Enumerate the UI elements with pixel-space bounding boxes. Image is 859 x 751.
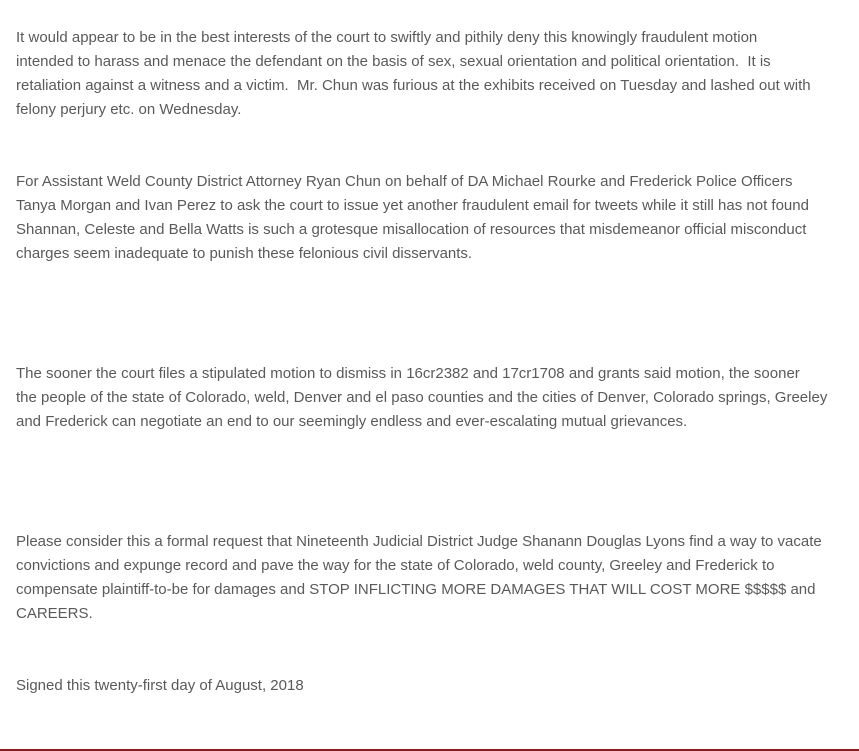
paragraph-dismissal-request: The sooner the court files a stipulated motion to dismiss in 16cr2382 and 17cr1708 and grants said motion, the sooner the people of the state of Colorado, weld, Denver and el paso counties and the cities of Denver, Colorado springs, Greeley and Frederick can negotiate an end to our seemingly endless and ever-escalating mutual grievances. [16, 365, 828, 430]
paragraph-motion-denial: It would appear to be in the best interests of the court to swiftly and pithily deny this knowingly fraudulent motion intended to harass and menace the defendant on the basis of sex, sexual orientation and political orientation. It is retaliation against a witness and a victim. Mr. Chun was furious at the exhibits received on Tuesday and lashed out with felony perjury etc. on Wednesday. [16, 29, 811, 118]
paragraph-formal-request: Please consider this a formal request that Nineteenth Judicial District Judge Shanann Douglas Lyons find a way to vacate convictions and expunge record and pave the way for the state of Colorado, weld county, Greeley and Frederick to compensate plaintiff-to-be for damages and STOP INFLICTING MORE DAMAGES THAT WILL COST MORE $$$$$ and CAREERS. [16, 533, 822, 622]
paragraph-resource-misallocation: For Assistant Weld County District Attorney Ryan Chun on behalf of DA Michael Rourke and Frederick Police Officers Tanya Morgan and Ivan Perez to ask the court to issue yet another fraudulent email for tweets while it still has not found Shannan, Celeste and Bella Watts is such a grotesque misallocation of resources that misdemeanor official misconduct charges seem inadequate to punish these felonious civil disservants. [16, 173, 809, 262]
signature-line: Signed this twenty-first day of August, 2018 [16, 677, 304, 694]
